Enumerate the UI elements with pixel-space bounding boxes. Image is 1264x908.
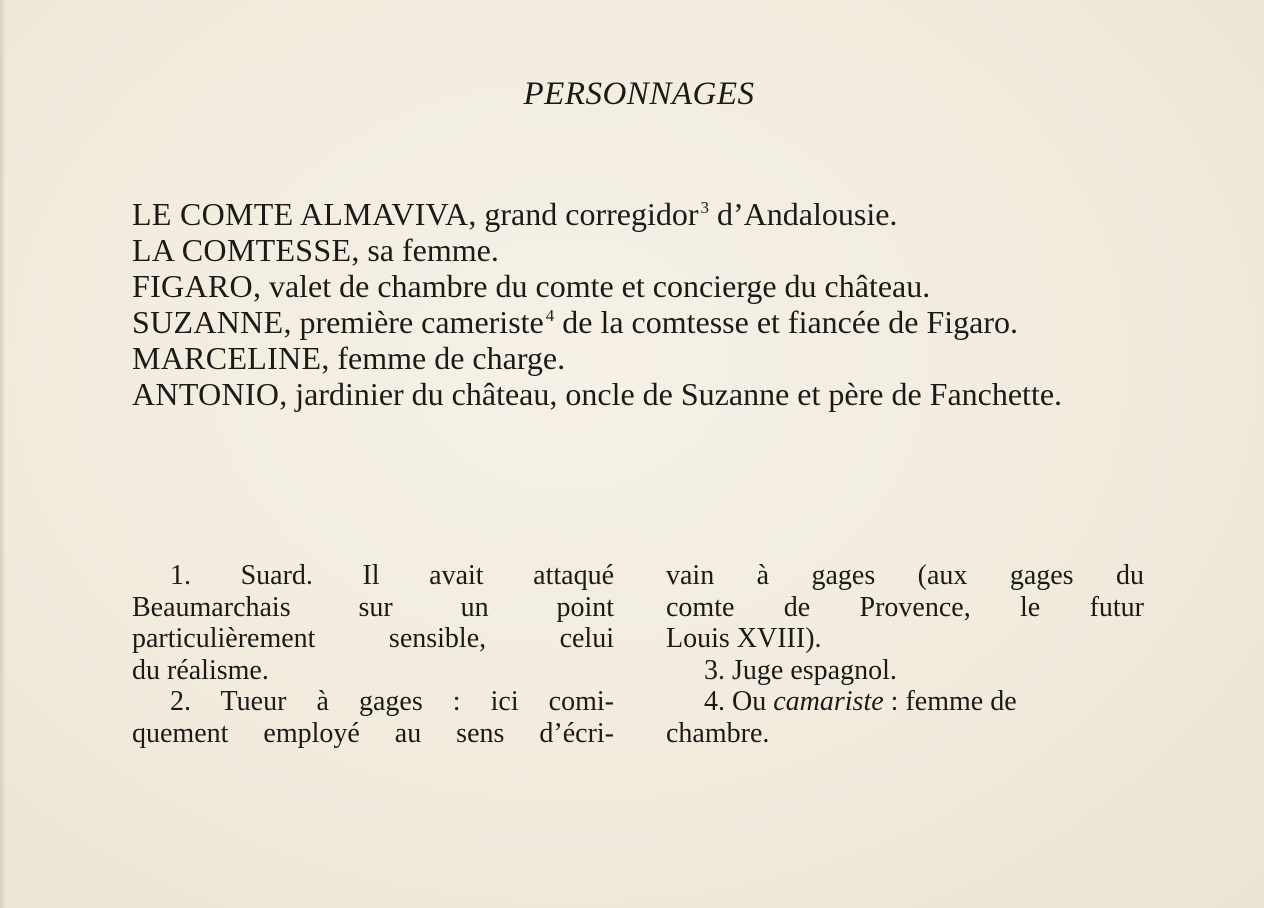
- footnote-text: 4. Ou: [704, 686, 767, 717]
- footnote-reference: 4: [545, 306, 555, 326]
- page-edge-shadow: [0, 0, 6, 908]
- character-name: FIGARO: [132, 268, 253, 304]
- character-entry: [132, 196, 1142, 232]
- character-entry: [132, 304, 1142, 340]
- character-list: [132, 196, 1142, 412]
- character-description: , jardinier du château, oncle de Suzanne et père de Fanchette.: [279, 376, 1063, 412]
- character-name: ANTONIO: [132, 376, 280, 412]
- character-description: , sa femme.: [351, 232, 499, 268]
- footnote-italic-term: camariste: [773, 686, 884, 717]
- footnote-line: vain à gages (aux gages du: [666, 560, 1144, 591]
- character-name: LA COMTESSE: [132, 232, 352, 268]
- character-name: MARCELINE: [132, 340, 322, 376]
- character-description-continued: de la comtesse et fiancée de Figaro.: [554, 304, 1019, 340]
- footnote-line: du réalisme.: [132, 654, 269, 686]
- character-name: LE COMTE ALMAVIVA: [132, 196, 469, 232]
- character-description-continued: d’Andalousie.: [709, 196, 898, 232]
- footnote-line: Louis XVIII).: [666, 623, 822, 654]
- footnote-line: [666, 686, 1144, 718]
- footnotes-right-column: [666, 560, 1144, 750]
- footnote-text: : femme de: [883, 686, 1017, 717]
- footnote-line: particulièrement sensible, celui: [132, 623, 614, 654]
- character-description: , femme de charge.: [321, 340, 566, 376]
- footnote-line: Beaumarchais sur un point: [132, 591, 614, 623]
- footnote-line: quement employé au sens d’écri-: [132, 717, 614, 749]
- footnote-line: 1. Suard. Il avait attaqué: [170, 560, 614, 591]
- footnotes-left-column: [132, 560, 614, 750]
- footnote-reference: 3: [700, 198, 710, 218]
- character-description: , valet de chambre du comte et concierge du château.: [252, 268, 931, 304]
- footnote-line: 3. Juge espagnol.: [704, 654, 897, 686]
- character-description: , première cameriste: [283, 304, 544, 340]
- footnote-line: chambre.: [666, 717, 770, 749]
- character-name: SUZANNE: [132, 304, 284, 340]
- character-description: , grand corregidor: [468, 196, 699, 232]
- page-title: PERSONNAGES: [523, 76, 755, 112]
- character-entry: [132, 268, 1142, 304]
- footnote-line: comte de Provence, le futur: [666, 591, 1144, 623]
- character-entry: [132, 340, 1142, 376]
- character-entry: [132, 232, 1142, 268]
- footnotes: [132, 560, 1144, 750]
- footnote-line: 2. Tueur à gages : ici comi-: [170, 686, 614, 717]
- character-entry: [132, 376, 1142, 412]
